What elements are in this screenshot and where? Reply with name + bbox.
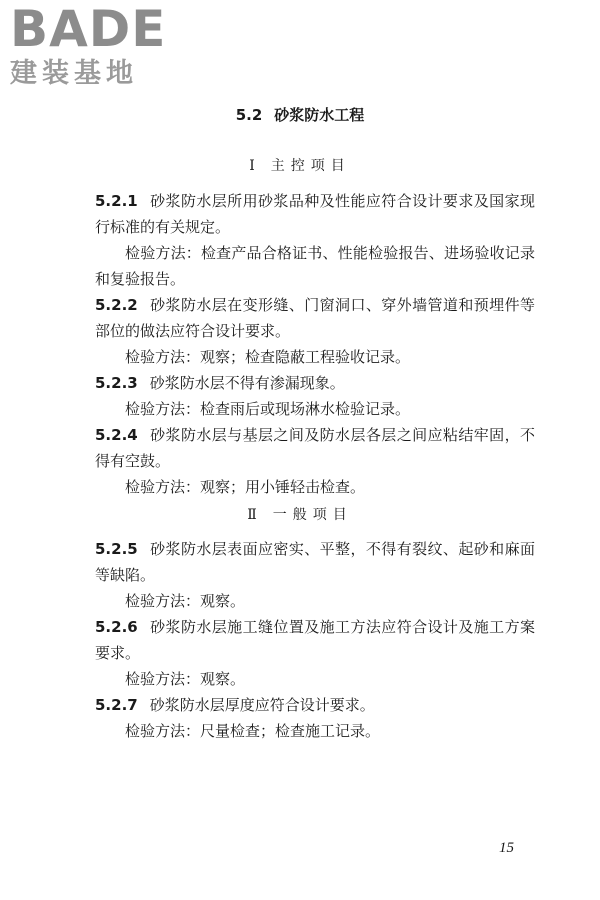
logo-wordmark: BADE [10,0,167,58]
clause-text: 砂浆防水层不得有渗漏现象。 [149,374,345,392]
clause-5-2-5 [95,536,535,588]
clause-5-2-6 [95,614,535,666]
clause-number: 5.2.2 [95,296,138,314]
logo-subtitle: 建装基地 [10,58,138,89]
subheading-text: 一般项目 [272,507,353,523]
clause-5-2-7 [95,692,535,718]
page-number: 15 [499,840,514,856]
section-number: 5.2 [235,106,263,124]
clause-number: 5.2.3 [95,374,138,392]
clause-text: 砂浆防水层所用砂浆品种及性能应符合设计要求及国家现行标准的有关规定。 [95,192,535,236]
inspection-method: 检验方法：检查雨后或现场淋水检验记录。 [125,400,411,418]
clause-text: 砂浆防水层施工缝位置及施工方法应符合设计及施工方案要求。 [95,618,535,662]
section-title [0,104,600,125]
clause-number: 5.2.5 [95,540,138,558]
clause-number: 5.2.1 [95,192,138,210]
inspection-method: 检验方法：检查产品合格证书、性能检验报告、进场验收记录和复验报告。 [95,244,535,288]
subheading-numeral: Ⅱ [247,507,263,523]
clause-text: 砂浆防水层厚度应符合设计要求。 [149,696,375,714]
bade-logo [10,2,180,90]
inspection-method: 检验方法：观察；用小锤轻击检查。 [125,478,366,496]
inspection-method: 检验方法：观察。 [125,670,246,688]
inspection-method: 检验方法：观察；检查隐蔽工程验收记录。 [125,348,411,366]
clause-5-2-3 [95,370,535,396]
general-clauses [95,536,535,744]
main-control-clauses [95,188,535,500]
clause-5-2-1 [95,188,535,240]
clause-text: 砂浆防水层表面应密实、平整，不得有裂纹、起砂和麻面等缺陷。 [95,540,535,584]
clause-5-2-4 [95,422,535,474]
clause-number: 5.2.7 [95,696,138,714]
clause-number: 5.2.4 [95,426,138,444]
subheading-numeral: Ⅰ [249,158,261,174]
subheading-main-control [0,155,600,175]
subheading-general [0,504,600,524]
clause-text: 砂浆防水层与基层之间及防水层各层之间应粘结牢固，不得有空鼓。 [95,426,535,470]
clause-number: 5.2.6 [95,618,138,636]
section-title-text: 砂浆防水工程 [274,106,365,124]
subheading-text: 主控项目 [270,158,351,174]
inspection-method: 检验方法：尺量检查；检查施工记录。 [125,722,381,740]
clause-5-2-2 [95,292,535,344]
clause-text: 砂浆防水层在变形缝、门窗洞口、穿外墙管道和预埋件等部位的做法应符合设计要求。 [95,296,535,340]
inspection-method: 检验方法：观察。 [125,592,246,610]
